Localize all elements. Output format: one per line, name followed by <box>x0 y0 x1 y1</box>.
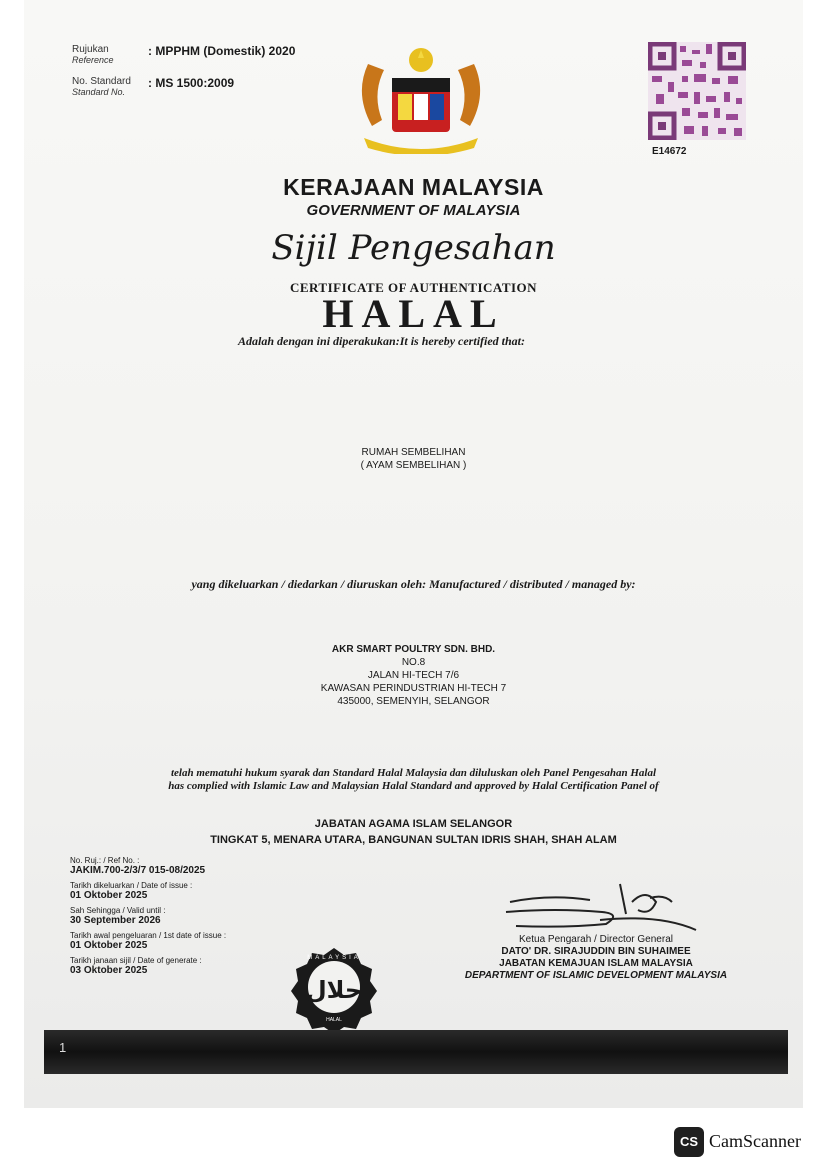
reference-label: Rujukan Reference <box>72 44 114 65</box>
malaysia-coat-of-arms-icon <box>348 44 494 154</box>
certificate-subtitle: CERTIFICATE OF AUTHENTICATION <box>289 280 538 295</box>
standard-value: : MS 1500:2009 <box>148 76 235 90</box>
certificate-title: Sijil Pengesahan <box>271 228 556 268</box>
halal-heading: HALAL <box>322 291 505 336</box>
government-title-ms: KERAJAAN MALAYSIA <box>283 174 544 200</box>
signature-icon <box>500 880 700 934</box>
svg-text:HALAL: HALAL <box>326 1017 342 1023</box>
certifying-authority: JABATAN AGAMA ISLAM SELANGOR TINGKAT 5, MENARA UTARA, BANGUNAN SULTAN IDRIS SHAH, SHAH ALAM <box>210 818 617 846</box>
page-number: 1 <box>59 1040 67 1055</box>
compliance-statement: telah mematuhi hukum syarak dan Standard Halal Malaysia dan diluluskan oleh Panel Pengesahan Halal has complied with Islamic Law and Malaysian Halal Standard and approved by Halal Certification Panel of <box>168 767 659 792</box>
camscanner-logo-icon: CS <box>674 1127 704 1157</box>
camscanner-name: CamScanner <box>709 1131 801 1151</box>
company-address: AKR SMART POULTRY SDN. BHD. NO.8 JALAN HI-TECH 7/6 KAWASAN PERINDUSTRIAN HI-TECH 7 435000, SEMENYIH, SELANGOR <box>320 644 507 707</box>
reference-value: : MPPHM (Domestik) 2020 <box>148 44 296 58</box>
government-title-en: GOVERNMENT OF MALAYSIA <box>306 202 521 219</box>
svg-text:MALAYSIA: MALAYSIA <box>307 955 361 961</box>
standard-label: No. Standard Standard No. <box>72 76 131 97</box>
certificate-details: No. Ruj.: / Ref No. : JAKIM.700-2/3/7 015-08/2025 Tarikh dikeluarkan / Date of issue : 01 Oktober 2025 Sah Sehingga / Valid until : 30 September 2026 Tarikh awal pengeluaran / 1st date of issue : 01 Oktober 2025 Tarikh janaan sijil / Date of generate : 03 Oktober 2025 <box>70 856 227 976</box>
halal-seal-icon <box>276 946 392 1030</box>
svg-text:حلال: حلال <box>305 976 363 1004</box>
manufactured-by-text: yang dikeluarkan / diedarkan / diuruskan oleh: Manufactured / distributed / managed by: <box>191 577 636 591</box>
certified-that-text: Adalah dengan ini diperakukan:It is hereby certified that: <box>238 334 526 348</box>
product-name: RUMAH SEMBELIHAN ( AYAM SEMBELIHAN ) <box>360 447 467 471</box>
footer-bar <box>44 1030 788 1074</box>
signatory-block: Ketua Pengarah / Director General DATO' DR. SIRAJUDDIN BIN SUHAIMEE JABATAN KEMAJUAN ISLAM MALAYSIA DEPARTMENT OF ISLAMIC DEVELOPMENT MALAYSIA <box>464 934 728 981</box>
qr-code-icon <box>648 42 746 140</box>
qr-code-id: E14672 <box>652 146 687 157</box>
